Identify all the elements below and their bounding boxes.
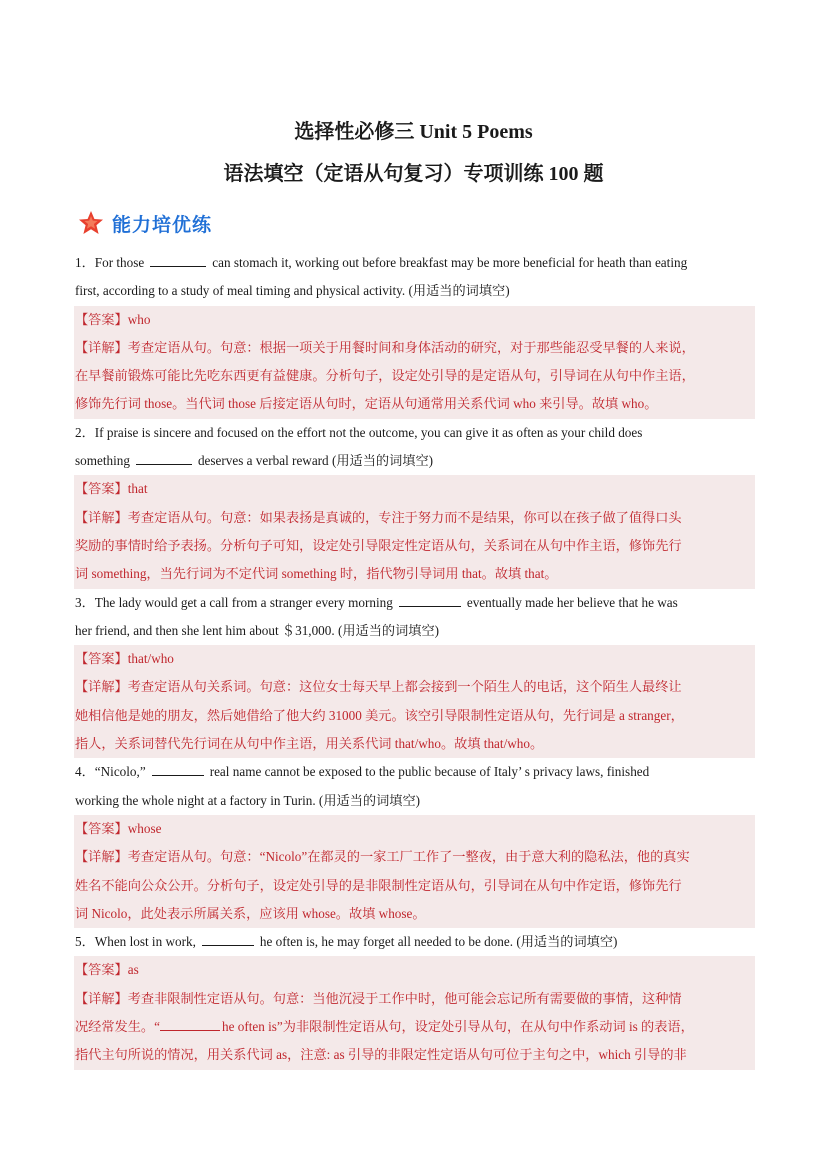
explanation-1-line-3: 修饰先行词 those。当代词 those 后接定语从句时，定语从句通常用关系代词 who 来引导。故填 who。	[74, 390, 755, 418]
answer-blank[interactable]	[399, 594, 461, 607]
explanation-3-line-3: 指人，关系词替代先行词在从句中作主语，用关系代词 that/who。故填 that/who。	[74, 730, 755, 758]
question-2-line-1: 2．If praise is sincere and focused on the effort not the outcome, you can give it as often as your child does	[75, 424, 643, 440]
explanation-2-line-3: 词 something，当先行词为不定代词 something 时，指代物引导词用 that。故填 that。	[74, 560, 755, 588]
section-header	[78, 208, 212, 238]
answer-5: 【答案】as	[74, 956, 755, 984]
question-1-line-2: first, according to a study of meal timing and physical activity. (用适当的词填空)	[75, 283, 510, 299]
answer-blank	[160, 1018, 220, 1031]
question-5-line-1: 5．When lost in work, he often is, he may forget all needed to be done. (用适当的词填空)	[75, 934, 618, 950]
page-subtitle: 语法填空（定语从句复习）专项训练 100 题	[223, 163, 604, 185]
question-2-line-2: something deserves a verbal reward (用适当的词填空)	[75, 453, 434, 469]
answer-1: 【答案】who	[74, 306, 755, 334]
explanation-5-line-2: 况经常发生。“ he often is”为非限制性定语从句，设定处引导从句，在从句中作系动词 is 的表语，	[74, 1013, 755, 1041]
question-4-line-2: working the whole night at a factory in Turin. (用适当的词填空)	[75, 792, 421, 808]
question-list	[74, 249, 755, 1070]
explanation-5-line-1: 【详解】考查非限制性定语从句。句意：当他沉浸于工作中时，他可能会忘记所有需要做的事情，这种情	[74, 985, 755, 1013]
answer-4: 【答案】whose	[74, 815, 755, 843]
explanation-5-line-3: 指代主句所说的情况，用关系代词 as，注意: as 引导的非限定性定语从句可位于主句之中，which 引导的非	[74, 1041, 755, 1069]
answer-2: 【答案】that	[74, 475, 755, 503]
question-3-line-2: her friend, and then she lent him about ＄31,000. (用适当的词填空)	[75, 622, 440, 638]
explanation-4-line-3: 词 Nicolo，此处表示所属关系，应该用 whose。故填 whose。	[74, 900, 755, 928]
answer-blank[interactable]	[136, 452, 192, 465]
question-3-line-1: 3．The lady would get a call from a stranger every morning eventually made her believe that he was	[75, 594, 678, 610]
page-title: 选择性必修三 Unit 5 Poems	[294, 121, 533, 143]
answer-blank[interactable]	[152, 763, 204, 776]
answer-3: 【答案】that/who	[74, 645, 755, 673]
question-4-line-1: 4．“Nicolo,” real name cannot be exposed to the public because of Italy’ s privacy laws, finished	[75, 764, 650, 780]
explanation-4-line-2: 姓名不能向公众公开。分析句子，设定处引导的是非限制性定语从句，引导词在从句中作定语，修饰先行	[74, 872, 755, 900]
explanation-3-line-2: 她相信他是她的朋友，然后她借给了他大约 31000 美元。该空引导限制性定语从句，先行词是 a stranger，	[74, 702, 755, 730]
section-label: 能力培优练	[112, 213, 213, 236]
answer-blank[interactable]	[150, 254, 206, 267]
star-icon	[78, 210, 104, 236]
explanation-1-line-1: 【详解】考查定语从句。句意：根据一项关于用餐时间和身体活动的研究，对于那些能忍受早餐的人来说，	[74, 334, 755, 362]
explanation-2-line-1: 【详解】考查定语从句。句意：如果表扬是真诚的，专注于努力而不是结果，你可以在孩子做了值得口头	[74, 504, 755, 532]
answer-blank[interactable]	[202, 933, 254, 946]
explanation-3-line-1: 【详解】考查定语从句关系词。句意：这位女士每天早上都会接到一个陌生人的电话，这个陌生人最终让	[74, 673, 755, 701]
explanation-4-line-1: 【详解】考查定语从句。句意：“Nicolo”在都灵的一家工厂工作了一整夜，由于意大利的隐私法，他的真实	[74, 843, 755, 871]
question-1-line-1: 1．For those can stomach it, working out before breakfast may be more beneficial for heath than eating	[75, 255, 688, 270]
explanation-1-line-2: 在早餐前锻炼可能比先吃东西更有益健康。分析句子，设定处引导的是定语从句，引导词在从句中作主语，	[74, 362, 755, 390]
explanation-2-line-2: 奖励的事情时给予表扬。分析句子可知，设定处引导限定性定语从句，关系词在从句中作主语，修饰先行	[74, 532, 755, 560]
